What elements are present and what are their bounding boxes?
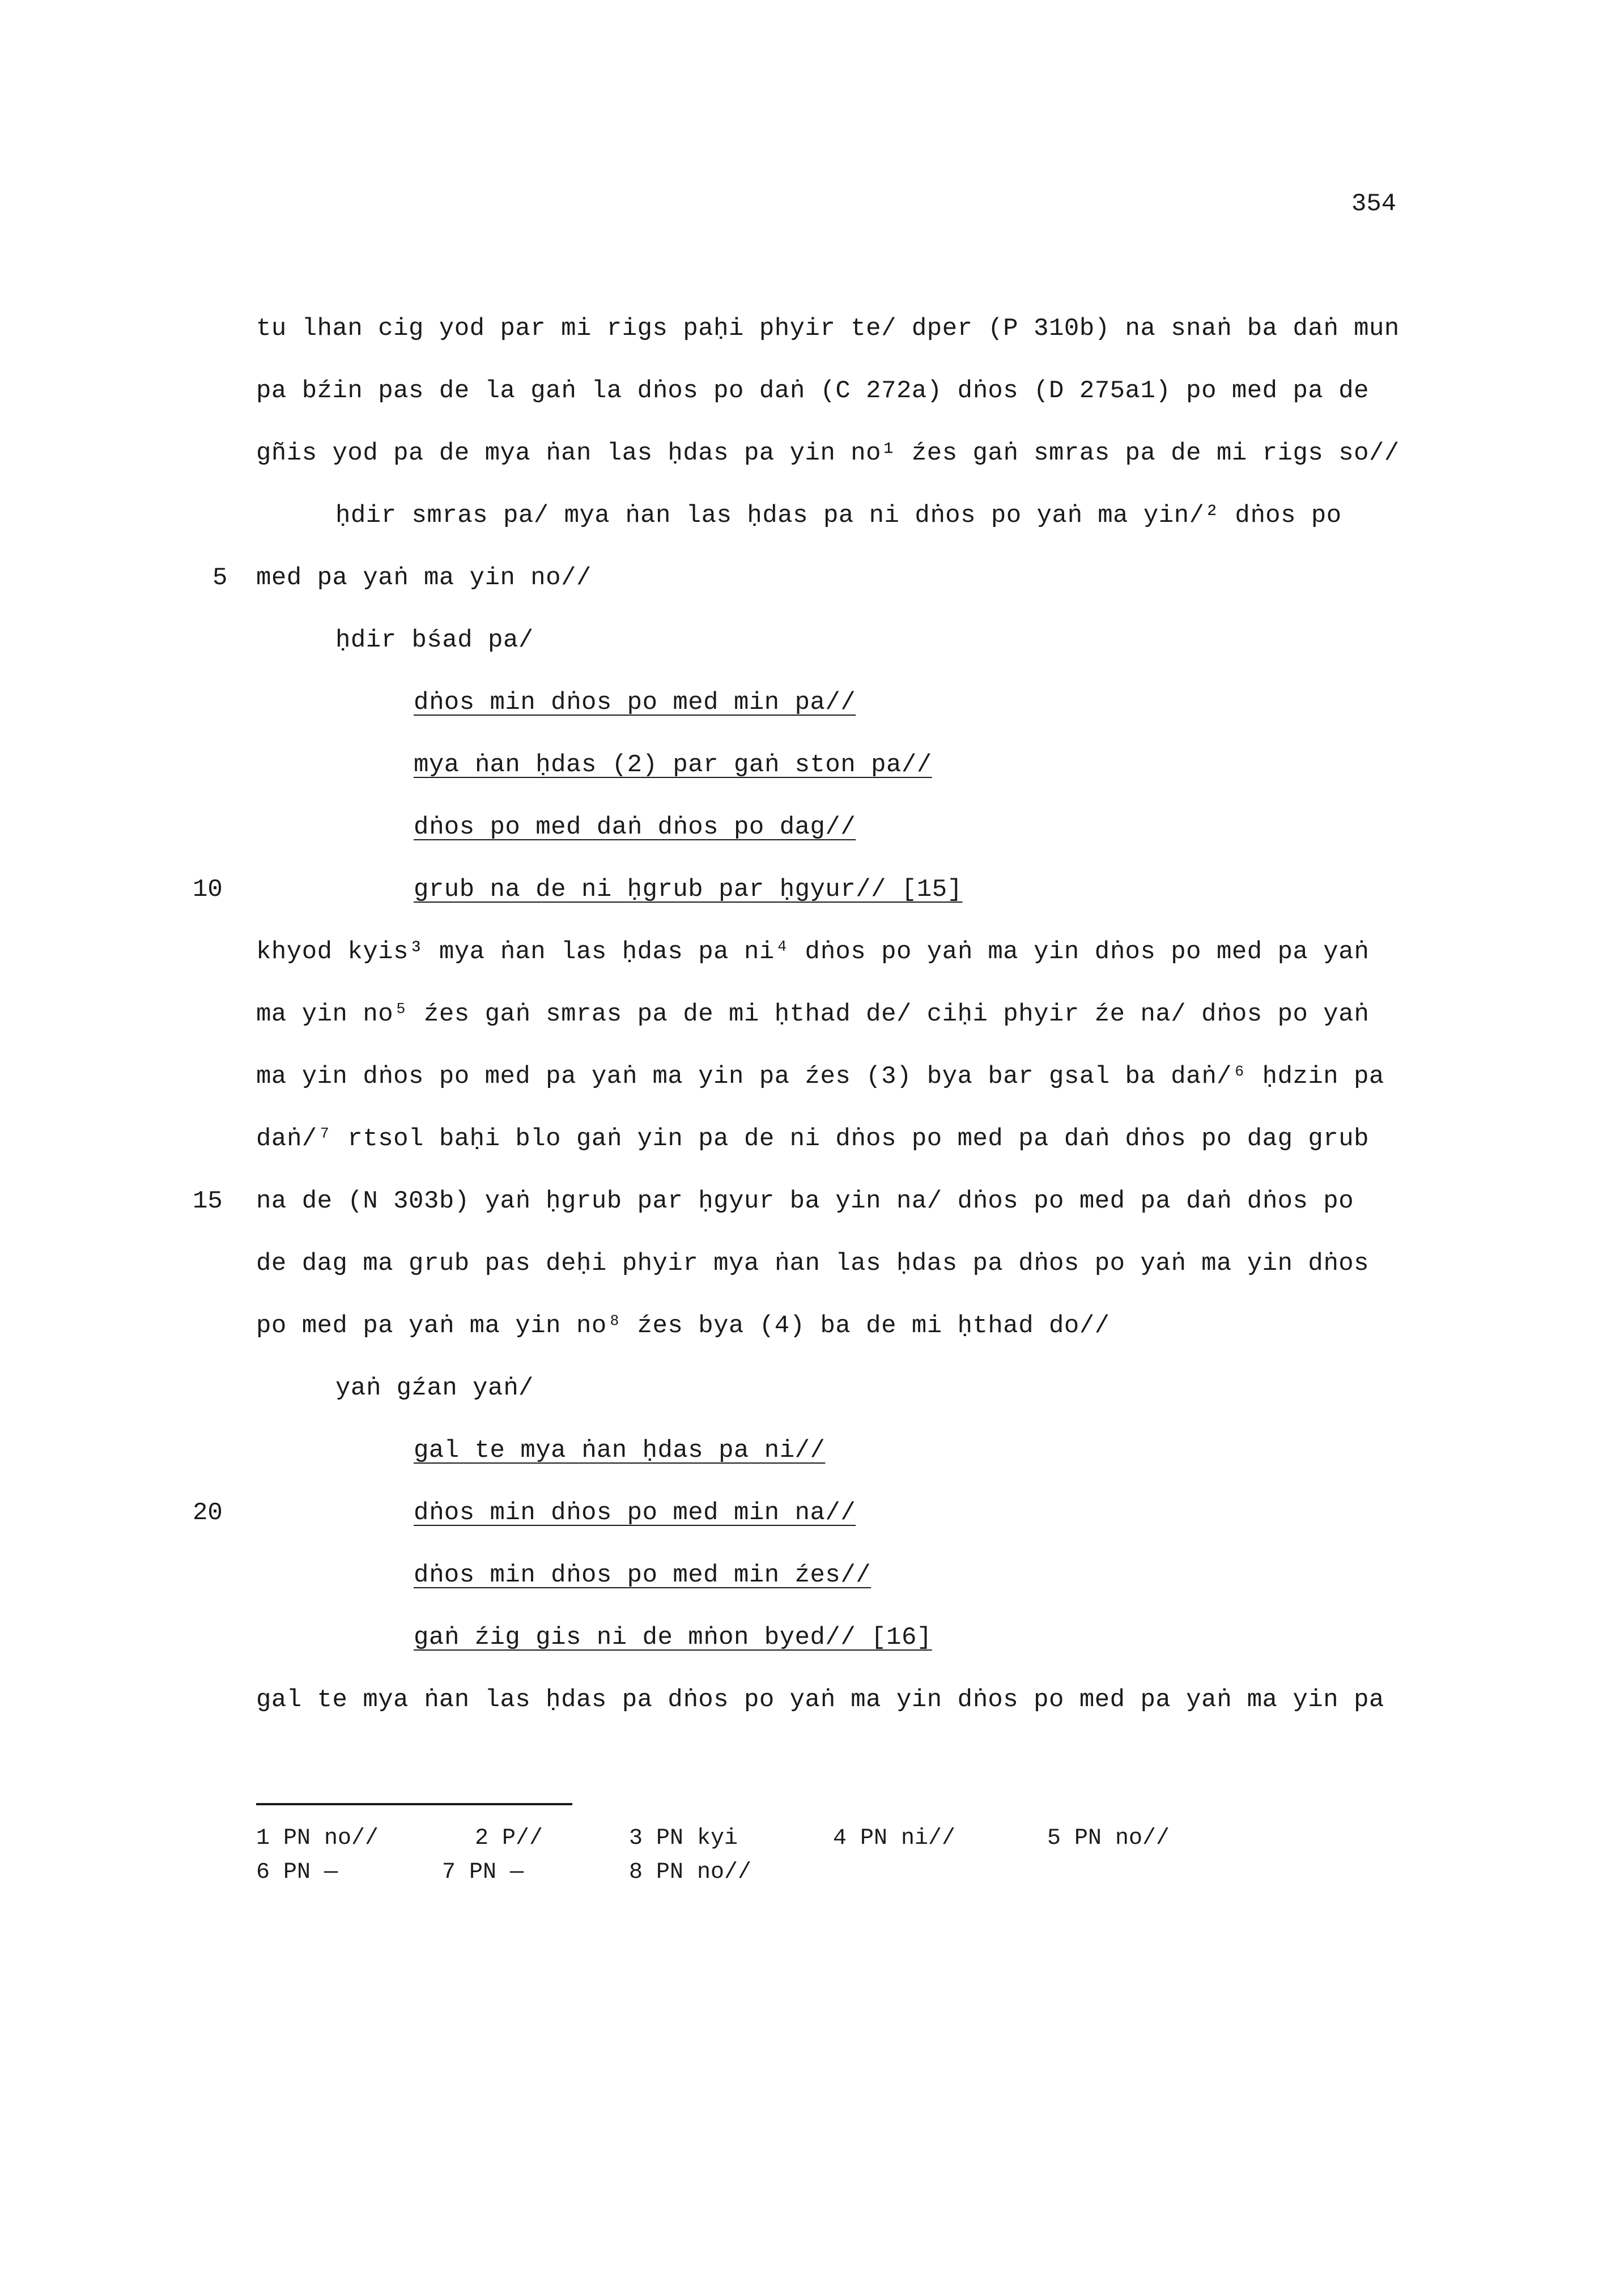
text-line-15: na de (N 303b) yaṅ ḥgrub par ḥgyur ba yin na/ dṅos po med pa daṅ dṅos po <box>256 1187 1354 1215</box>
footnote-4: 4 PN ni// <box>833 1826 956 1851</box>
text-line-12: ma yin no⁵ źes gaṅ smras pa de mi ḥthad de/ ciḥi phyir źe na/ dṅos po yaṅ <box>256 1000 1370 1028</box>
footnote-8: 8 PN no// <box>629 1860 752 1885</box>
footnote-6: 6 PN — <box>256 1860 338 1885</box>
text-line-4: ḥdir smras pa/ mya ṅan las ḥdas pa ni dṅos po yaṅ ma yin/² dṅos po <box>335 501 1342 530</box>
text-line-3: gñis yod pa de mya ṅan las ḥdas pa yin no¹ źes gaṅ smras pa de mi rigs so// <box>256 439 1400 467</box>
text-line-5: med pa yaṅ ma yin no// <box>256 564 592 592</box>
text-line-23: gal te mya ṅan las ḥdas pa dṅos po yaṅ ma yin dṅos po med pa yaṅ ma yin pa <box>256 1686 1384 1714</box>
line-number-5: 5 <box>212 564 228 592</box>
verse-line-6: dṅos min dṅos po med min na// <box>414 1499 856 1527</box>
verse-line-8: gaṅ źig gis ni de mṅon byed// [16] <box>414 1623 932 1652</box>
verse-line-2: mya ṅan ḥdas (2) par gaṅ ston pa// <box>414 751 932 779</box>
verse-line-3: dṅos po med daṅ dṅos po dag// <box>414 813 856 841</box>
verse-line-1: dṅos min dṅos po med min pa// <box>414 688 856 717</box>
text-line-14: daṅ/⁷ rtsol baḥi blo gaṅ yin pa de ni dṅos po med pa daṅ dṅos po dag grub <box>256 1125 1370 1153</box>
line-number-15: 15 <box>193 1187 223 1215</box>
page-number: 354 <box>1351 190 1397 218</box>
text-line-18: yaṅ gźan yaṅ/ <box>335 1374 534 1402</box>
text-line-16: de dag ma grub pas deḥi phyir mya ṅan las ḥdas pa dṅos po yaṅ ma yin dṅos <box>256 1249 1370 1278</box>
footnote-2: 2 P// <box>475 1826 543 1851</box>
text-line-6: ḥdir bśad pa/ <box>335 626 534 654</box>
footnote-1: 1 PN no// <box>256 1826 379 1851</box>
verse-line-5: gal te mya ṅan ḥdas pa ni// <box>414 1436 826 1465</box>
footnote-rule <box>256 1803 572 1805</box>
footnote-7: 7 PN — <box>442 1860 524 1885</box>
text-line-1: tu lhan cig yod par mi rigs paḥi phyir te/ dper (P 310b) na snaṅ ba daṅ mun <box>256 314 1400 343</box>
footnote-5: 5 PN no// <box>1047 1826 1170 1851</box>
verse-line-7: dṅos min dṅos po med min źes// <box>414 1561 871 1589</box>
text-line-17: po med pa yaṅ ma yin no⁸ źes bya (4) ba de mi ḥthad do// <box>256 1312 1110 1340</box>
text-line-13: ma yin dṅos po med pa yaṅ ma yin pa źes (3) bya bar gsal ba daṅ/⁶ ḥdzin pa <box>256 1062 1384 1091</box>
line-number-20: 20 <box>193 1499 223 1527</box>
text-line-11: khyod kyis³ mya ṅan las ḥdas pa ni⁴ dṅos po yaṅ ma yin dṅos po med pa yaṅ <box>256 938 1370 966</box>
text-line-2: pa bźin pas de la gaṅ la dṅos po daṅ (C 272a) dṅos (D 275a1) po med pa de <box>256 377 1370 405</box>
footnote-3: 3 PN kyi <box>629 1826 738 1851</box>
verse-line-4: grub na de ni ḥgrub par ḥgyur// [15] <box>414 875 963 904</box>
line-number-10: 10 <box>193 875 223 904</box>
